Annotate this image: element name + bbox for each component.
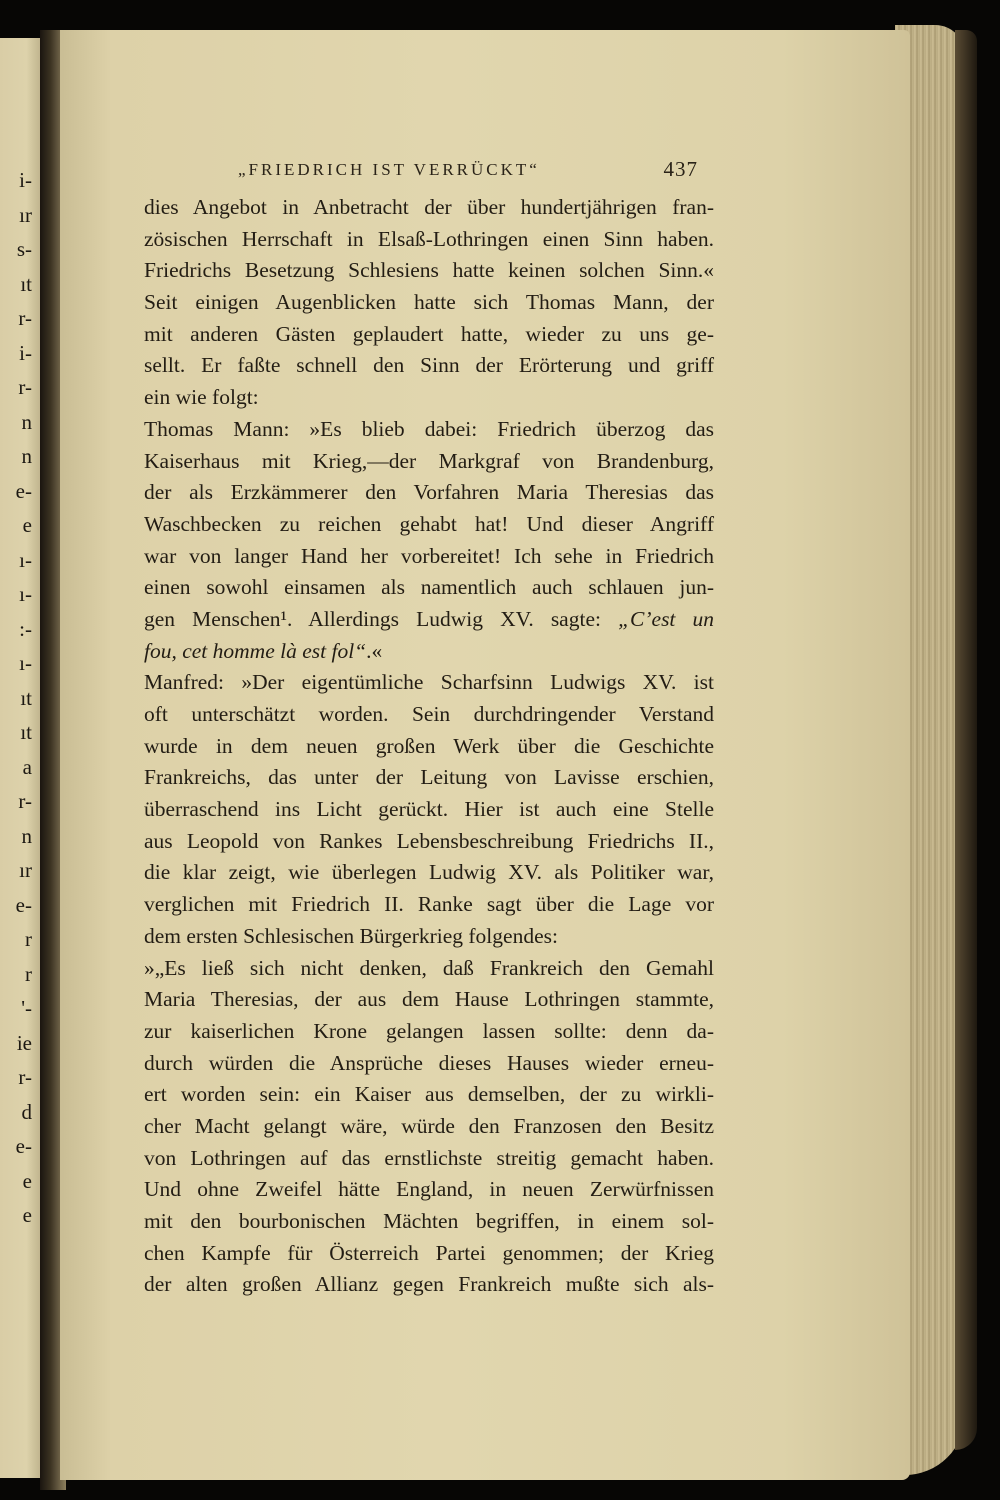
line-text: dem ersten Schlesischen Bürgerkrieg folgendes: bbox=[144, 923, 558, 948]
left-page-fragment: n bbox=[21, 444, 32, 468]
left-page-fragment: ı- bbox=[19, 547, 32, 572]
line-text: zur kaiserlichen Krone gelangen lassen sollte: denn da- bbox=[144, 1018, 714, 1043]
text-line bbox=[144, 953, 714, 985]
text-line bbox=[144, 1143, 714, 1175]
text-line bbox=[144, 224, 714, 256]
line-text: die klar zeigt, wie überlegen Ludwig XV. als Politiker war, bbox=[144, 860, 714, 885]
text-line bbox=[144, 350, 714, 382]
adjacent-left-page bbox=[0, 38, 44, 1478]
left-page-fragment: ıt bbox=[20, 720, 32, 744]
line-text: mit anderen Gästen geplaudert hatte, wieder zu uns ge- bbox=[144, 321, 714, 346]
left-page-fragment: ıt bbox=[20, 685, 32, 710]
line-text: Manfred: »Der eigentümliche Scharfsinn Ludwigs XV. ist bbox=[144, 670, 714, 695]
left-page-fragment: ı- bbox=[19, 582, 32, 606]
line-text: dies Angebot in Anbetracht der über hundertjährigen fran- bbox=[144, 195, 714, 219]
line-text: oft unterschätzt worden. Sein durchdringender Verstand bbox=[144, 702, 714, 726]
line-text: von Lothringen auf das ernstlichste streitig gemacht haben. bbox=[144, 1145, 714, 1170]
line-text: aus Leopold von Rankes Lebensbeschreibung Friedrichs II., bbox=[144, 828, 714, 853]
line-text: einen sowohl einsamen als namentlich auch schlauen jun- bbox=[144, 575, 714, 600]
text-line bbox=[144, 541, 714, 573]
line-text: gen Menschen¹. Allerdings Ludwig XV. sagte: bbox=[144, 606, 601, 631]
line-text: Frankreichs, das unter der Leitung von Lavisse erschien, bbox=[144, 765, 714, 790]
left-page-fragment: r- bbox=[18, 375, 32, 399]
line-text: »„Es ließ sich nicht denken, daß Frankreich den Gemahl bbox=[144, 955, 714, 980]
line-text: cher Macht gelangt wäre, würde den Franzosen den Besitz bbox=[144, 1113, 714, 1138]
text-line bbox=[144, 794, 714, 826]
line-text: der alten großen Allianz gegen Frankreich mußte sich als- bbox=[144, 1272, 714, 1297]
left-page-fragment: e- bbox=[15, 892, 32, 917]
left-page-fragment: d bbox=[21, 1099, 32, 1124]
left-page-fragment: r bbox=[25, 961, 32, 986]
text-line bbox=[144, 604, 714, 636]
left-page-fragment: :- bbox=[19, 616, 32, 641]
line-text: verglichen mit Friedrich II. Ranke sagt über die Lage vor bbox=[144, 892, 714, 917]
book-page bbox=[60, 30, 910, 1480]
left-page-fragment: ır bbox=[19, 202, 32, 227]
running-head-title: „FRIEDRICH IST VERRÜCKT“ bbox=[238, 160, 540, 179]
line-text: ert worden sein: ein Kaiser aus demselben, der zu wirkli- bbox=[144, 1082, 714, 1107]
text-line bbox=[144, 255, 714, 287]
text-line bbox=[144, 1048, 714, 1080]
line-text: mit den bourbonischen Mächten begriffen, in einem sol- bbox=[144, 1209, 714, 1233]
left-page-fragment: e- bbox=[15, 1134, 32, 1158]
text-line bbox=[144, 667, 714, 699]
text-line bbox=[144, 857, 714, 889]
line-text: Maria Theresias, der aus dem Hause Lothringen stammte, bbox=[144, 987, 714, 1012]
left-page-fragment: ı- bbox=[19, 651, 32, 675]
line-text: sellt. Er faßte schnell den Sinn der Erörterung und griff bbox=[144, 353, 714, 378]
text-line bbox=[144, 477, 714, 509]
text-line bbox=[144, 636, 714, 668]
text-line bbox=[144, 382, 714, 414]
text-line bbox=[144, 446, 714, 478]
line-text: chen Kampfe für Österreich Partei genommen; der Krieg bbox=[144, 1240, 714, 1265]
text-line bbox=[144, 921, 714, 953]
line-text: der als Erzkämmerer den Vorfahren Maria Theresias das bbox=[144, 480, 714, 505]
line-text: ein wie folgt: bbox=[144, 385, 259, 410]
text-line bbox=[144, 984, 714, 1016]
text-line bbox=[144, 572, 714, 604]
line-text: Seit einigen Augenblicken hatte sich Thomas Mann, der bbox=[144, 290, 714, 315]
text-line bbox=[144, 287, 714, 319]
italic-quote: fou, cet homme là est fol“ bbox=[144, 638, 367, 663]
left-page-fragment: i- bbox=[19, 340, 32, 365]
left-page-fragment: r- bbox=[18, 306, 32, 330]
text-line bbox=[144, 192, 714, 224]
page-number: 437 bbox=[663, 157, 698, 181]
text-line bbox=[144, 1079, 714, 1111]
text-line bbox=[144, 509, 714, 541]
text-line bbox=[144, 1016, 714, 1048]
left-page-fragment: e bbox=[22, 1168, 32, 1193]
text-line bbox=[144, 889, 714, 921]
line-text: Kaiserhaus mit Krieg,—der Markgraf von Brandenburg, bbox=[144, 448, 714, 473]
left-page-fragment: e bbox=[22, 513, 32, 537]
book-edge-shadow bbox=[955, 30, 977, 1450]
running-head bbox=[238, 157, 698, 190]
left-page-fragment: i- bbox=[19, 168, 32, 192]
line-text: .« bbox=[366, 638, 383, 663]
left-page-fragment: r bbox=[25, 927, 32, 951]
line-text: Und ohne Zweifel hätte England, in neuen Zerwürfnissen bbox=[144, 1177, 714, 1202]
text-line bbox=[144, 1269, 714, 1301]
left-page-fragment: ie bbox=[16, 1030, 32, 1055]
left-page-fragment: a bbox=[22, 754, 32, 779]
line-text: Thomas Mann: »Es blieb dabei: Friedrich überzog das bbox=[144, 416, 714, 441]
line-text: Waschbecken zu reichen gehabt hat! Und dieser Angriff bbox=[144, 511, 714, 536]
left-page-fragment: r- bbox=[18, 789, 32, 813]
text-line bbox=[144, 319, 714, 351]
text-line bbox=[144, 731, 714, 763]
left-page-fragment: ıt bbox=[20, 271, 32, 296]
left-page-fragment: '- bbox=[21, 996, 32, 1020]
text-line bbox=[144, 414, 714, 446]
text-line bbox=[144, 1206, 714, 1238]
text-line bbox=[144, 762, 714, 794]
left-page-fragment: ır bbox=[19, 858, 32, 882]
text-line bbox=[144, 1238, 714, 1270]
text-line bbox=[144, 1111, 714, 1143]
left-page-fragment: e bbox=[22, 1203, 32, 1227]
left-page-fragment: n bbox=[21, 409, 32, 434]
line-text: durch würden die Ansprüche dieses Hauses wieder erneu- bbox=[144, 1050, 714, 1075]
line-text: zösischen Herrschaft in Elsaß-Lothringen einen Sinn haben. bbox=[144, 226, 714, 251]
line-text: Friedrichs Besetzung Schlesiens hatte keinen solchen Sinn.« bbox=[144, 258, 714, 283]
line-text: überraschend ins Licht gerückt. Hier ist auch eine Stelle bbox=[144, 797, 714, 822]
line-text: war von langer Hand her vorbereitet! Ich sehe in Friedrich bbox=[144, 543, 714, 568]
body-text bbox=[144, 192, 714, 1301]
italic-quote: „C’est un bbox=[618, 606, 714, 631]
left-page-fragment: s- bbox=[16, 237, 32, 261]
text-line bbox=[144, 699, 714, 731]
line-text: wurde in dem neuen großen Werk über die Geschichte bbox=[144, 733, 714, 758]
text-line bbox=[144, 826, 714, 858]
text-line bbox=[144, 1174, 714, 1206]
left-page-fragment: e- bbox=[15, 478, 32, 503]
left-page-fragment: n bbox=[21, 823, 32, 848]
left-page-fragment: r- bbox=[18, 1065, 32, 1089]
